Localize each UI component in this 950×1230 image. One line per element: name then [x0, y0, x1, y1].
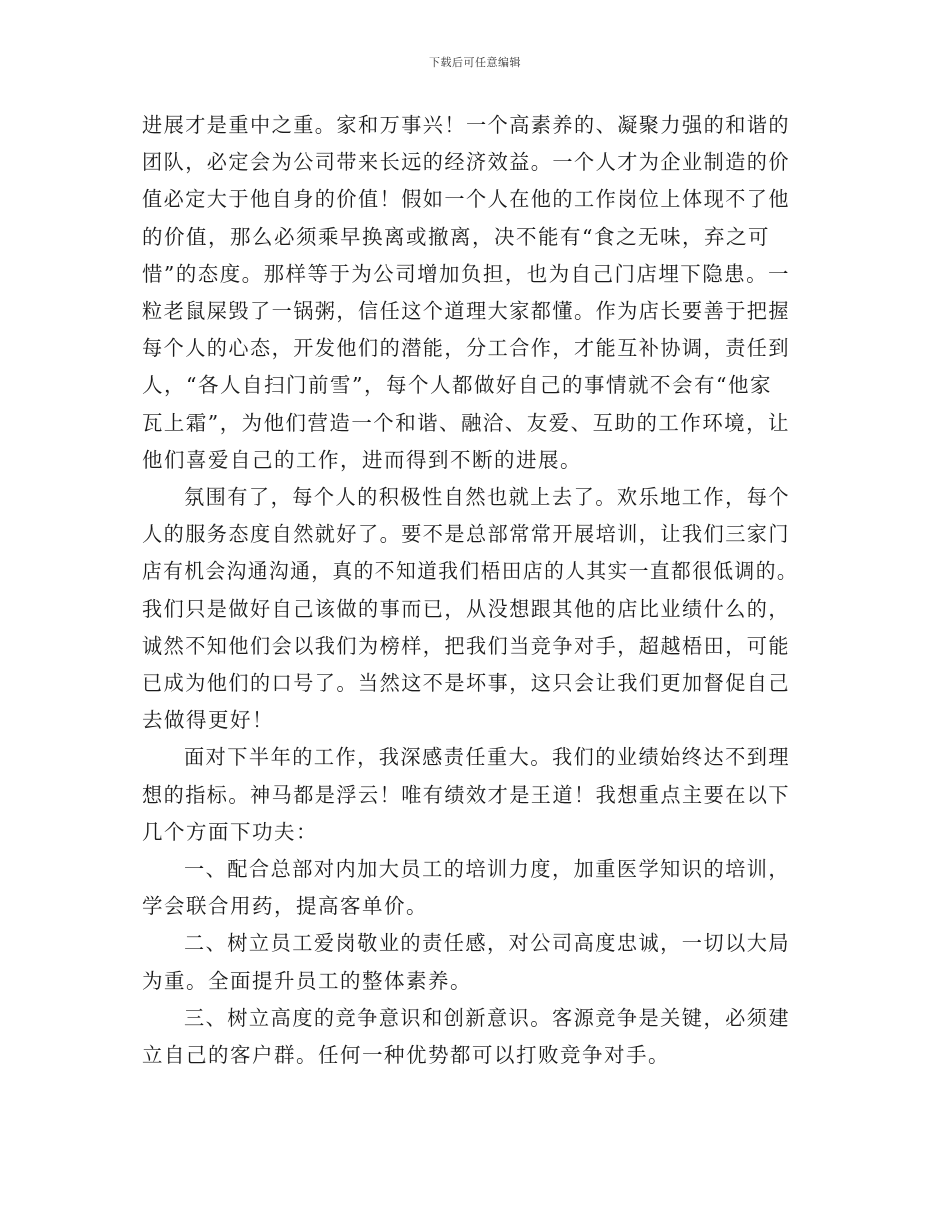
paragraph-first-line: 氛围有了，每个人的积极性自然也就上去了。欢乐地工作，每个 [184, 485, 791, 509]
text-line: 进展才是重中之重。家和万事兴！一个高素养的、凝聚力强的和谐的 [142, 113, 790, 137]
paragraph-first-line: 一、配合总部对内加大员工的培训力度，加重医学知识的培训， [184, 857, 791, 881]
text-line: 诚然不知他们会以我们为榜样，把我们当竞争对手，超越梧田，可能 [142, 633, 790, 658]
text-line: 人的服务态度自然就好了。要不是总部常常开展培训，让我们三家门 [142, 522, 790, 547]
text-line: 他们喜爱自己的工作，进而得到不断的进展。 [142, 447, 582, 472]
text-line: 店有机会沟通沟通，真的不知道我们梧田店的人其实一直都很低调的。 [142, 559, 799, 584]
text-line: 我们只是做好自己该做的事而已，从没想跟其他的店比业绩什么的， [142, 596, 790, 621]
text-line: 惜”的态度。那样等于为公司增加负担，也为自己门店埋下隐患。一 [142, 261, 790, 286]
paragraph-first-line: 二、树立员工爱岗敬业的责任感，对公司高度忠诚，一切以大局 [184, 931, 791, 956]
text-line: 学会联合用药，提高客单价。 [142, 894, 428, 919]
page-header: 下载后可任意编辑 [429, 56, 521, 69]
paragraph-first-line: 面对下半年的工作，我深感责任重大。我们的业绩始终达不到理 [184, 745, 791, 770]
text-line: 已成为他们的口号了。当然这不是坏事，这只会让我们更加督促自己 [142, 671, 790, 695]
text-line: 粒老鼠屎毁了一锅粥，信任这个道理大家都懂。作为店长要善于把握 [142, 299, 790, 323]
text-line: 几个方面下功夫： [142, 819, 318, 844]
text-line: 去做得更好！ [142, 708, 274, 733]
text-line: 为重。全面提升员工的整体素养。 [142, 968, 472, 993]
text-line: 想的指标。神马都是浮云！唯有绩效才是王道！我想重点主要在以下 [142, 782, 790, 807]
paragraph-first-line: 三、树立高度的竞争意识和创新意识。客源竞争是关键，必须建 [184, 1005, 791, 1030]
text-line: 团队，必定会为公司带来长远的经济效益。一个人才为企业制造的价 [142, 150, 790, 175]
text-line: 值必定大于他自身的价值！假如一个人在他的工作岗位上体现不了他 [142, 187, 790, 212]
text-line: 的价值，那么必须乘早换离或撤离，决不能有“食之无味，弃之可 [142, 224, 770, 249]
text-line: 立自己的客户群。任何一种优势都可以打败竞争对手。 [142, 1043, 670, 1067]
text-line: 瓦上霜”，为他们营造一个和谐、融洽、友爱、互助的工作环境，让 [142, 410, 790, 435]
text-line: 每个人的心态，开发他们的潜能，分工合作，才能互补协调，责任到 [142, 336, 790, 361]
text-line: 人，“各人自扫门前雪”，每个人都做好自己的事情就不会有“他家 [142, 373, 772, 398]
